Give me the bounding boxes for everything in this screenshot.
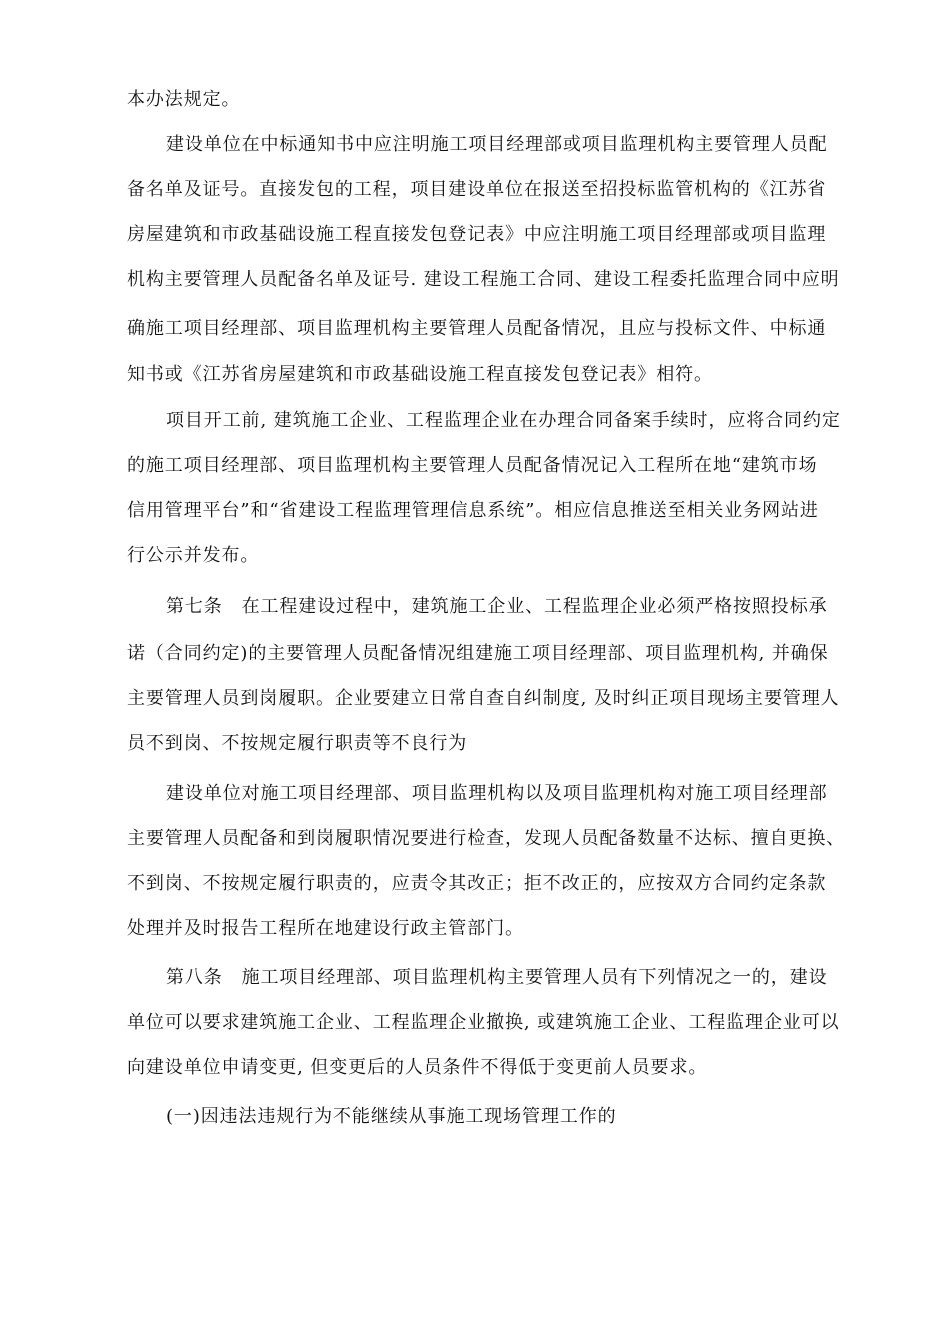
text-line: 不到岗、不按规定履行职责的，应责令其改正；拒不改正的，应按双方合同约定条款 <box>127 873 827 894</box>
text-line: 建设单位对施工项目经理部、项目监理机构以及项目监理机构对施工项目经理部 <box>166 783 828 804</box>
text-line: 主要管理人员配备和到岗履职情况要进行检查，发现人员配备数量不达标、擅自更换、 <box>127 828 846 849</box>
text-line: (一)因违法违规行为不能继续从事施工现场管理工作的 <box>166 1106 617 1127</box>
text-line: 项目开工前, 建筑施工企业、工程监理企业在办理合同备案手续时，应将合同约定 <box>166 410 841 431</box>
text-line: 知书或《江苏省房屋建筑和市政基础设施工程直接发包登记表》相符。 <box>127 364 713 385</box>
text-line: 向建设单位申请变更, 但变更后的人员条件不得低于变更前人员要求。 <box>127 1057 708 1078</box>
text-line: 备名单及证号。直接发包的工程，项目建设单位在报送至招投标监管机构的《江苏省 <box>127 179 827 200</box>
text-line: 建设单位在中标通知书中应注明施工项目经理部或项目监理机构主要管理人员配 <box>166 134 828 155</box>
text-line: 单位可以要求建筑施工企业、工程监理企业撤换, 或建筑施工企业、工程监理企业可以 <box>127 1012 840 1033</box>
text-line: 主要管理人员到岗履职。企业要建立日常自查自纠制度, 及时纠正项目现场主要管理人 <box>127 688 840 709</box>
text-line: 第八条 施工项目经理部、项目监理机构主要管理人员有下列情况之一的，建设 <box>166 967 828 988</box>
text-line: 机构主要管理人员配备名单及证号. 建设工程施工合同、建设工程委托监理合同中应明 <box>127 269 840 290</box>
text-line: 房屋建筑和市政基础设施工程直接发包登记表》中应注明施工项目经理部或项目监理 <box>127 224 827 245</box>
text-line: 第七条 在工程建设过程中，建筑施工企业、工程监理企业必须严格按照投标承 <box>166 596 828 617</box>
text-line: 信用管理平台”和“省建设工程监理管理信息系统”。相应信息推送至相关业务网站进 <box>127 500 819 521</box>
text-line: 确施工项目经理部、项目监理机构主要管理人员配备情况，且应与投标文件、中标通 <box>127 318 827 339</box>
text-line: 诺（合同约定)的主要管理人员配备情况组建施工项目经理部、项目监理机构, 并确保 <box>127 643 829 664</box>
text-line: 行公示并发布。 <box>127 545 260 566</box>
text-line: 本办法规定。 <box>127 89 241 110</box>
text-line: 的施工项目经理部、项目监理机构主要管理人员配备情况记入工程所在地“建筑市场 <box>127 455 818 476</box>
text-line: 处理并及时报告工程所在地建设行政主管部门。 <box>127 918 524 939</box>
text-line: 员不到岗、不按规定履行职责等不良行为 <box>127 733 468 754</box>
